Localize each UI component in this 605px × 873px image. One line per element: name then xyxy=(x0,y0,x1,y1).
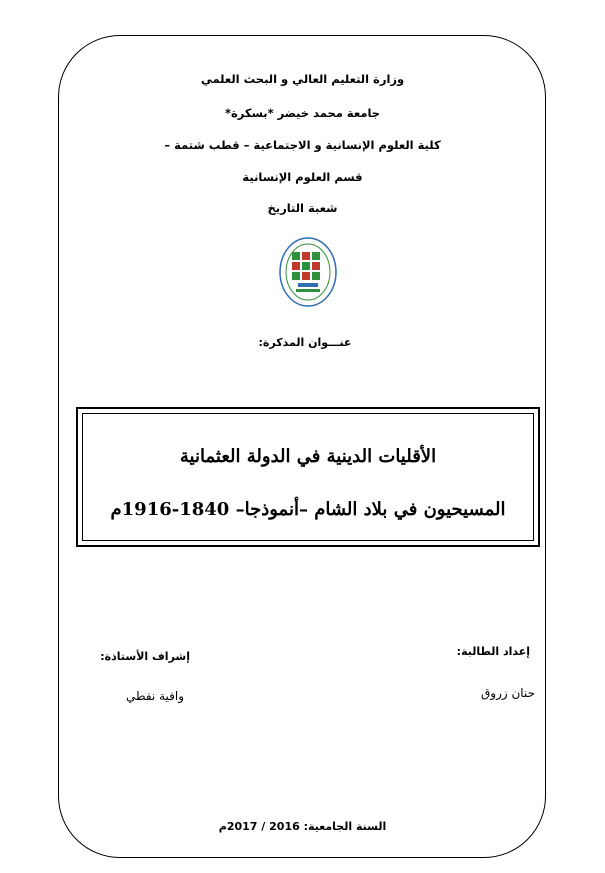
memo-title-line2: المسيحيون في بلاد الشام –أنموذجا– 1840-1916م xyxy=(110,499,506,520)
supervisor-name: وافية نفطي xyxy=(126,689,184,703)
memo-title-label: عنـــوان المذكرة: xyxy=(258,336,352,349)
memo-title-line1: الأقليات الدينية في الدولة العثمانية xyxy=(179,446,437,467)
student-label: إعداد الطالبة: xyxy=(456,645,530,658)
branch-line: شعبة التاريخ xyxy=(267,201,338,215)
faculty-line: كلية العلوم الإنسانية و الاجتماعية – قطب شتمة – xyxy=(164,138,441,152)
ministry-line: وزارة التعليم العالي و البحث العلمي xyxy=(200,72,405,86)
academic-year: السنة الجامعية: 2016 / 2017م xyxy=(218,820,387,833)
supervisor-label: إشراف الأستاذة: xyxy=(100,650,190,663)
department-line: قسم العلوم الإنسانية xyxy=(242,170,363,184)
university-seal-icon xyxy=(278,236,338,308)
university-line: جامعة محمد خيضر *بسكرة* xyxy=(224,106,381,120)
title-box-inner xyxy=(82,413,534,541)
student-name: حنان زروق xyxy=(480,686,535,700)
title-box xyxy=(76,407,540,547)
